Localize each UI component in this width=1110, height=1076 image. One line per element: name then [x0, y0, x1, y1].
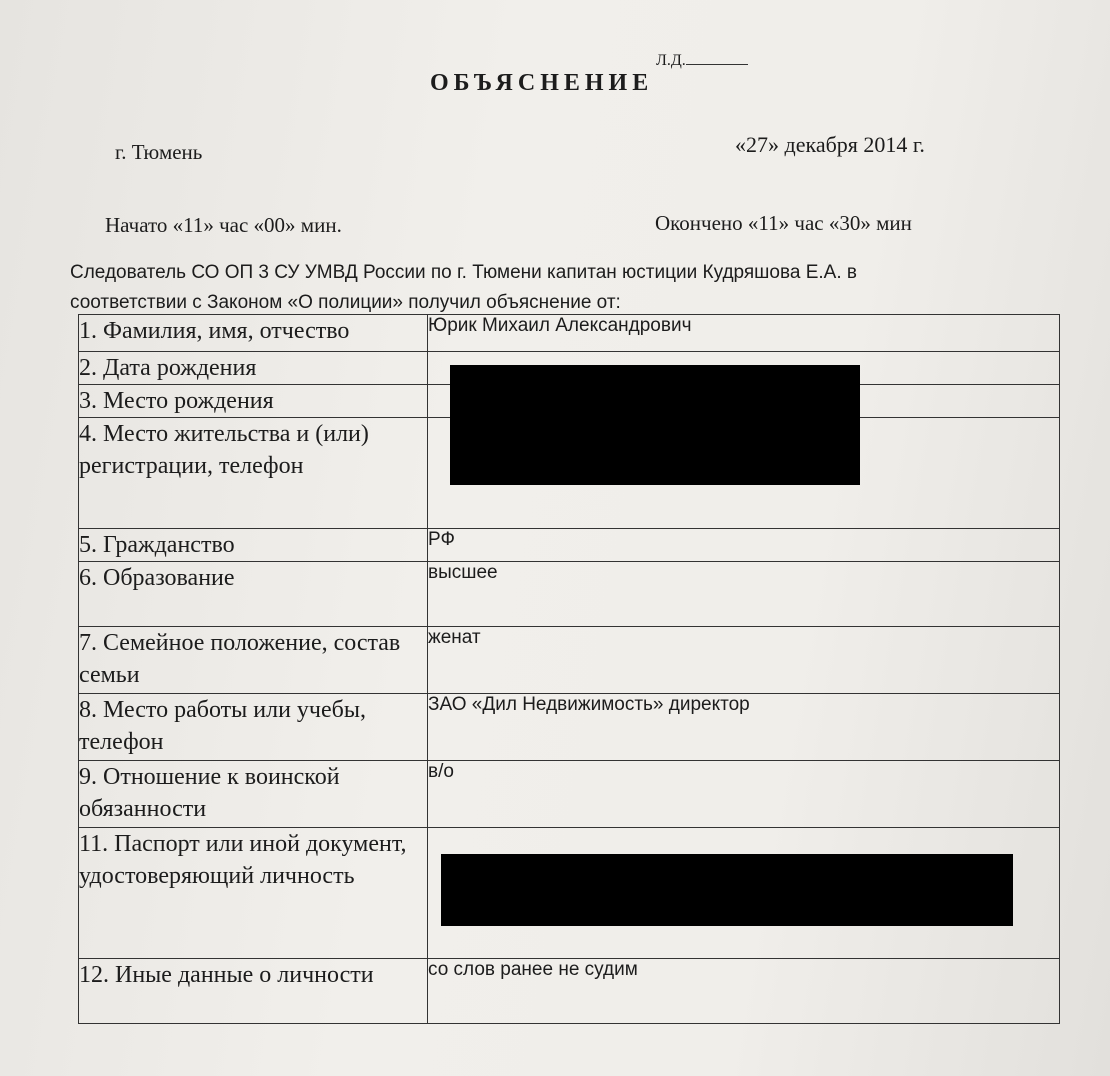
city: г. Тюмень [115, 140, 203, 164]
document-title: ОБЪЯСНЕНИЕ [430, 70, 654, 96]
row-label: 11. Паспорт или иной документ, удостоверяющий личность [79, 828, 428, 959]
row-label: 4. Место жительства и (или) регистрации, телефон [79, 418, 428, 529]
row-label: 12. Иные данные о личности [79, 959, 428, 1024]
row-label: 9. Отношение к воинской обязанности [79, 761, 428, 828]
table-row [79, 529, 1060, 562]
table-row [79, 959, 1060, 1024]
row-label: 8. Место работы или учебы, телефон [79, 694, 428, 761]
table-row [79, 694, 1060, 761]
table-row [79, 761, 1060, 828]
row-value: Юрик Михаил Александрович [428, 315, 1060, 352]
row-value: РФ [428, 529, 1060, 562]
redaction-block-address [450, 365, 860, 485]
row-value: ЗАО «Дил Недвижимость» директор [428, 694, 1060, 761]
intro-paragraph [70, 258, 1050, 318]
table-row [79, 315, 1060, 352]
table-row [79, 627, 1060, 694]
row-label: 1. Фамилия, имя, отчество [79, 315, 428, 352]
row-label: 2. Дата рождения [79, 352, 428, 385]
start-time: Начато «11» час «00» мин. [105, 213, 342, 237]
row-value: в/о [428, 761, 1060, 828]
row-label: 3. Место рождения [79, 385, 428, 418]
redaction-block-passport [441, 854, 1013, 926]
end-time: Окончено «11» час «30» мин [655, 211, 912, 235]
case-number-label: Л.Д. [656, 52, 686, 69]
row-label: 5. Гражданство [79, 529, 428, 562]
case-number-field [656, 50, 748, 70]
row-label: 6. Образование [79, 562, 428, 627]
row-value: высшее [428, 562, 1060, 627]
table-row [79, 562, 1060, 627]
row-value: со слов ранее не судим [428, 959, 1060, 1024]
intro-line: соответствии с Законом «О полиции» получил объяснение от: [70, 292, 621, 313]
row-label: 7. Семейное положение, состав семьи [79, 627, 428, 694]
row-value: женат [428, 627, 1060, 694]
intro-line: Следователь СО ОП 3 СУ УМВД России по г. Тюмени капитан юстиции Кудряшова Е.А. в [70, 262, 857, 283]
case-number-blank [686, 50, 748, 65]
document-date: «27» декабря 2014 г. [735, 132, 925, 157]
